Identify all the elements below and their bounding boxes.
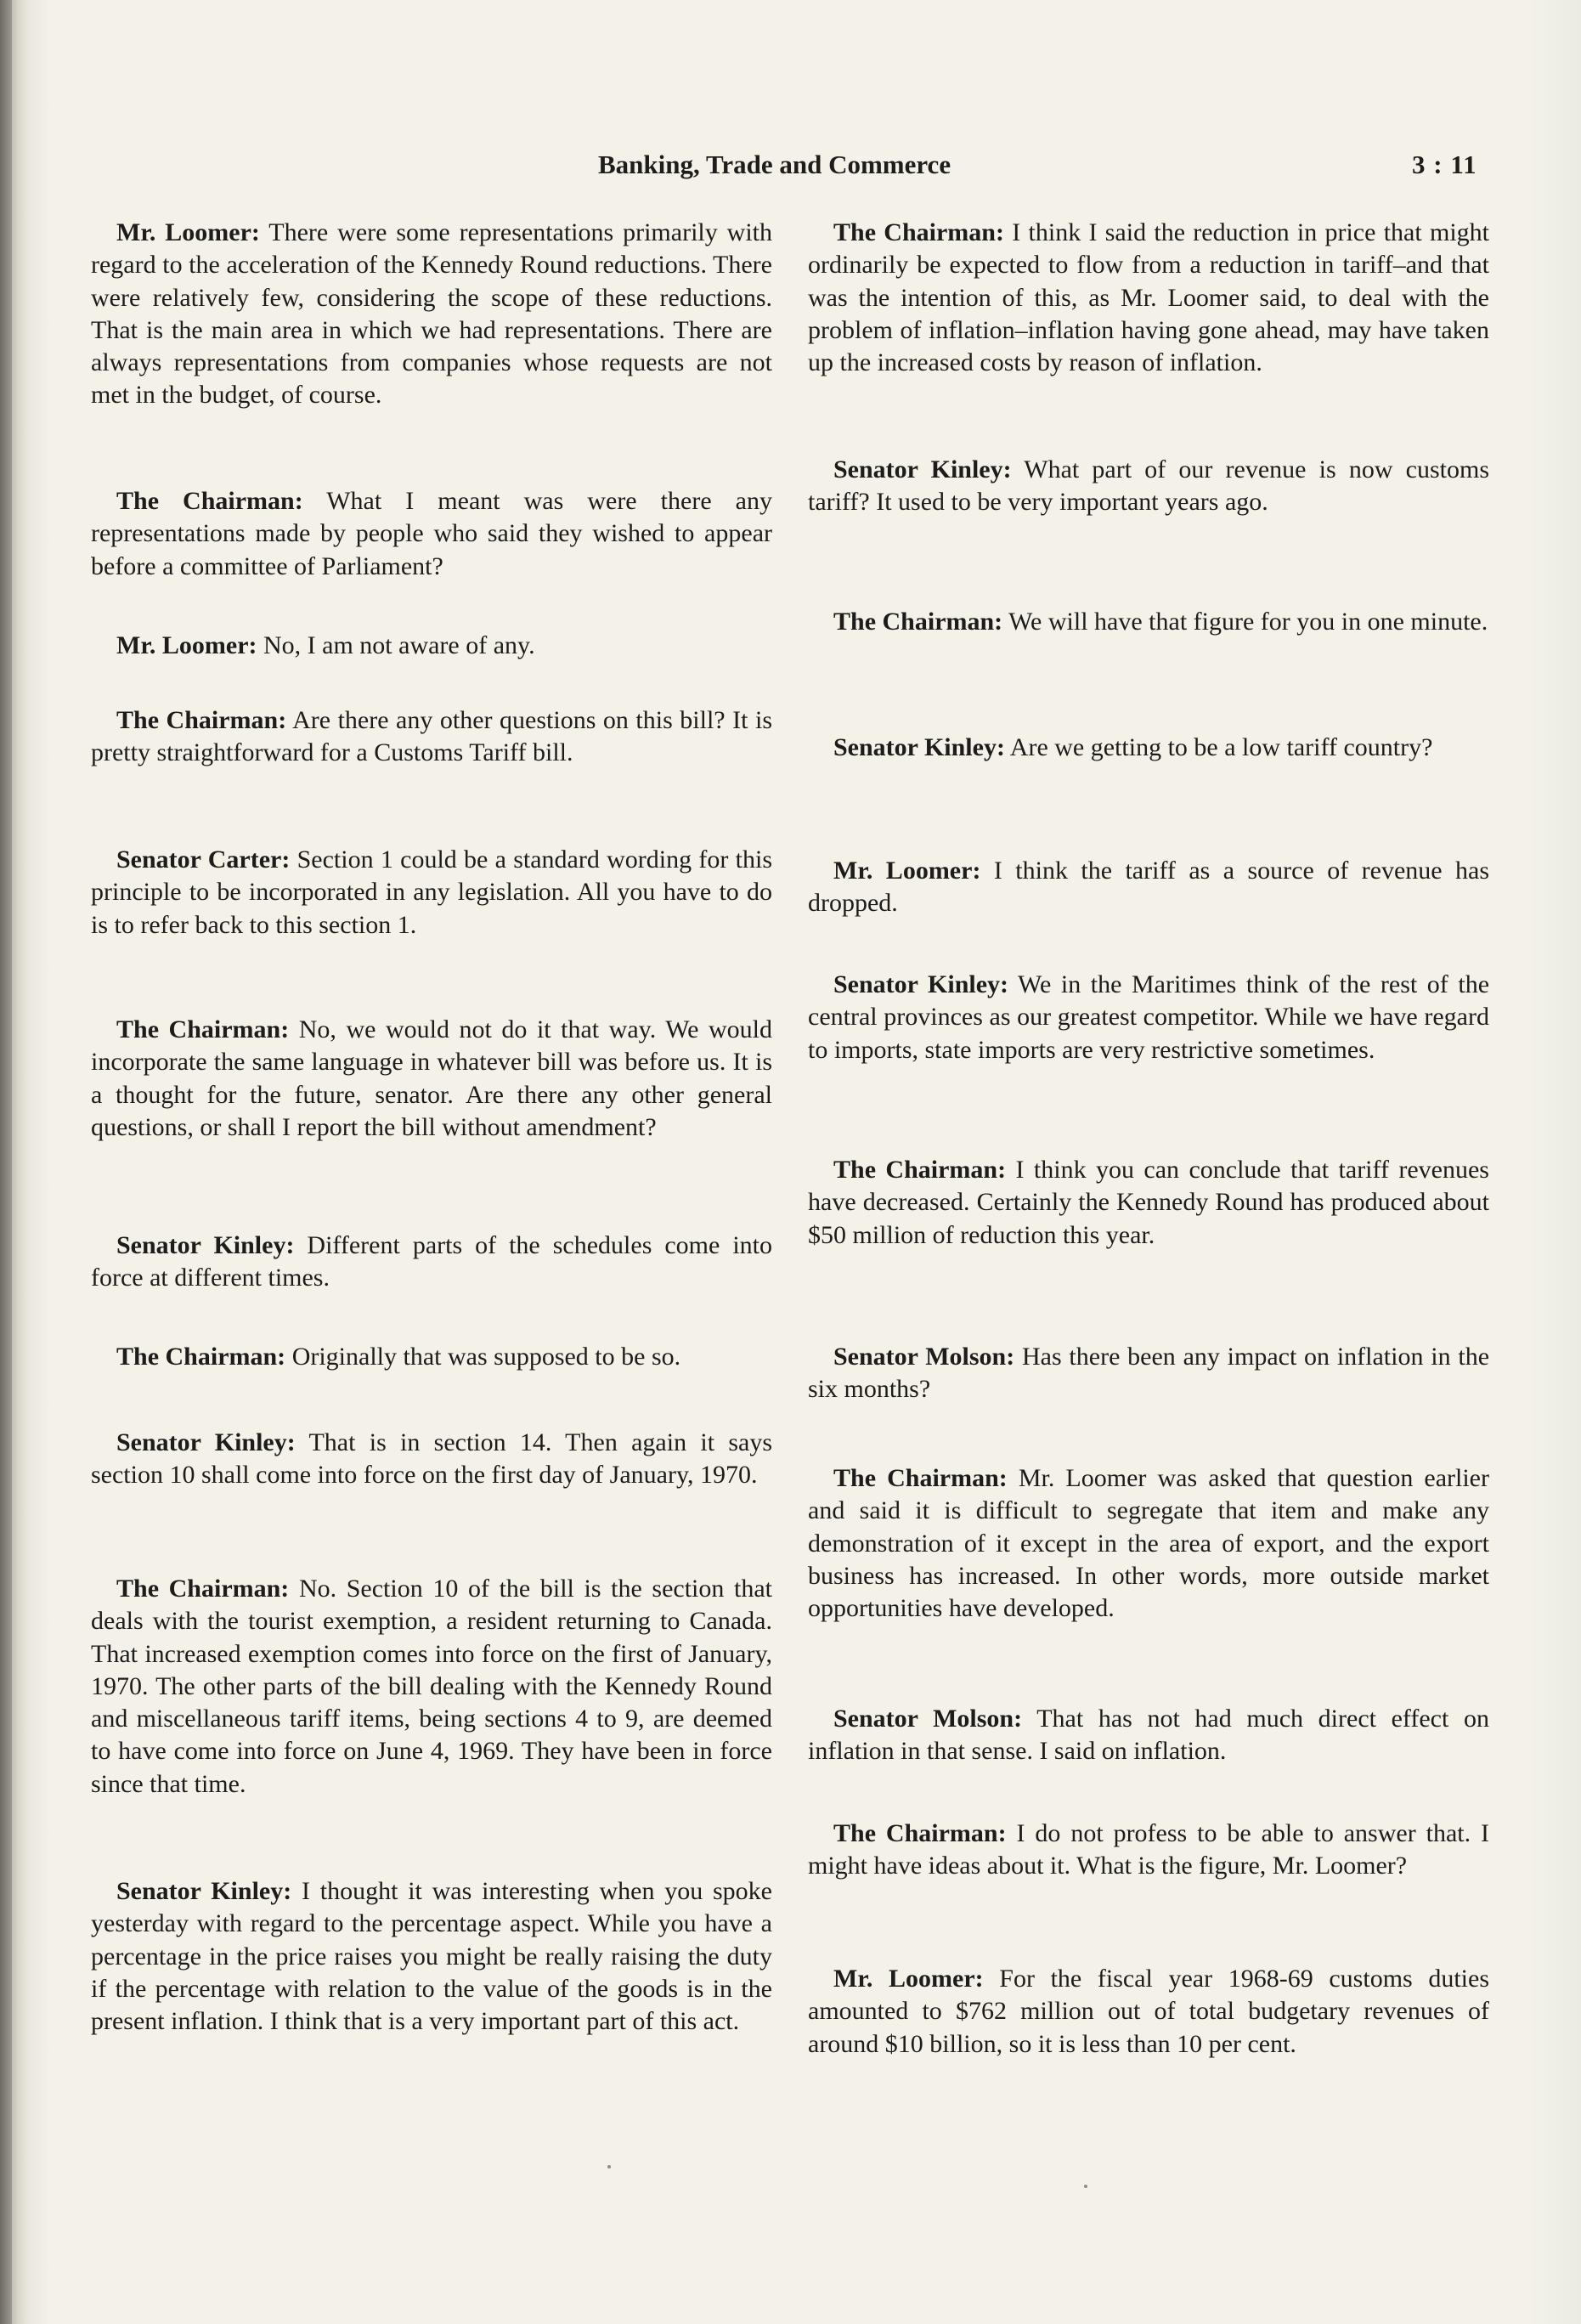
speaker-name: Senator Kinley: (833, 455, 1012, 483)
paragraph (808, 1818, 1489, 1883)
paragraph-text: I think you can conclude that tariff revenues have decreased. Certainly the Kennedy Round has produced about $50 million of reduction this year. (808, 1156, 1489, 1249)
paragraph-text: No, we would not do it that way. We would incorporate the same language in whatever bill was before us. It is a thought for the future, senator. Are there any other general questions, or shall I report the bill without amendment? (91, 1015, 772, 1141)
paragraph (808, 217, 1489, 379)
paragraph-text: No, I am not aware of any. (257, 631, 535, 659)
paragraph (808, 1703, 1489, 1768)
header-page-number: 3 : 11 (1412, 150, 1477, 179)
paragraph (91, 485, 772, 583)
speaker-name: Mr. Loomer: (116, 218, 260, 246)
speaker-name: Senator Kinley: (116, 1877, 292, 1905)
paragraph (91, 1427, 772, 1492)
paragraph (808, 855, 1489, 920)
paragraph (91, 217, 772, 412)
paragraph (808, 969, 1489, 1066)
speaker-name: Mr. Loomer: (833, 857, 981, 885)
paragraph (91, 704, 772, 770)
paragraph (91, 844, 772, 941)
speaker-name: The Chairman: (116, 1015, 290, 1043)
speaker-name: The Chairman: (833, 218, 1004, 246)
paragraph (808, 606, 1489, 638)
paragraph (808, 1963, 1489, 2061)
speaker-name: The Chairman: (116, 487, 303, 515)
speaker-name: The Chairman: (833, 608, 1003, 636)
speaker-name: The Chairman: (116, 706, 287, 734)
paragraph-text: I think the tariff as a source of revenue has dropped. (808, 857, 1489, 918)
paragraph-text: We in the Maritimes think of the rest of the central provinces as our greatest competitor. While we have regard to imports, state imports are very restrictive sometimes. (808, 970, 1490, 1064)
paragraph-text: There were some representations primarily with regard to the acceleration of the Kennedy Round reductions. There were relatively few, considering the scope of these reductions. That is the main area in which we had representations. There are always representations from companies whose requests are not met in the budget, of course. (91, 218, 772, 410)
paragraph-text: Section 1 could be a standard wording for this principle to be incorporated in any legislation. All you have to do is to refer back to this section 1. (91, 845, 773, 939)
speaker-name: The Chairman: (833, 1156, 1007, 1184)
paragraph (808, 732, 1489, 764)
paragraph-text: I think I said the reduction in price that might ordinarily be expected to flow from a reduction in tariff–and that was the intention of this, as Mr. Loomer said, to deal with the problem of inflation–inflation having gone ahead, may have taken up the increased costs by reason of inflation. (808, 218, 1489, 377)
speaker-name: Senator Kinley: (116, 1428, 296, 1456)
paragraph-text: That has not had much direct effect on inflation in that sense. I said on inflation. (808, 1705, 1489, 1766)
paragraph-text: Originally that was supposed to be so. (285, 1343, 681, 1371)
paragraph-text: Are there any other questions on this bill? It is pretty straightforward for a Customs Tariff bill. (91, 706, 772, 767)
running-header (0, 146, 1581, 189)
speaker-name: The Chairman: (833, 1464, 1008, 1492)
header-title: Banking, Trade and Commerce (598, 150, 951, 179)
paragraph (91, 1230, 772, 1295)
speaker-name: Senator Carter: (116, 845, 291, 874)
paragraph (91, 1014, 772, 1144)
speaker-name: The Chairman: (833, 1819, 1007, 1847)
paragraph-text: Are we getting to be a low tariff country? (1004, 733, 1433, 761)
paragraph-text: What part of our revenue is now customs tariff? It used to be very important years ago. (808, 455, 1489, 517)
paragraph-text: Mr. Loomer was asked that question earlier and said it is difficult to segregate that item and make any demonstration of it except in the area of export, and the export business has increased. In other words, more outside market opportunities have developed. (808, 1464, 1489, 1623)
paragraph-text: I do not profess to be able to answer that. I might have ideas about it. What is the figure, Mr. Loomer? (808, 1819, 1489, 1880)
paper-speck (607, 2165, 611, 2169)
paragraph (91, 630, 772, 662)
paragraph (808, 454, 1489, 519)
paragraph-text: Different parts of the schedules come into force at different times. (91, 1231, 772, 1292)
speaker-name: Senator Kinley: (833, 733, 1005, 761)
paragraph-text: That is in section 14. Then again it says section 10 shall come into force on the first day of January, 1970. (91, 1428, 772, 1490)
speaker-name: Mr. Loomer: (116, 631, 257, 659)
paragraph-text: We will have that figure for you in one minute. (1002, 608, 1488, 636)
page-binding-edge (0, 0, 12, 2324)
paragraph-text: What I meant was were there any representations made by people who said they wished to appear before a committee of Parliament? (91, 487, 772, 580)
paragraph-text: Has there been any impact on inflation in the six months? (808, 1343, 1490, 1404)
paragraph (808, 1462, 1489, 1625)
paragraph-text: I thought it was interesting when you spoke yesterday with regard to the percentage aspect. While you have a percentage in the price raises you might be really raising the duty if the percentage with relation to the value of the goods is in the present inflation. I think that is a very important part of this act. (91, 1877, 772, 2036)
speaker-name: Senator Molson: (833, 1705, 1023, 1733)
paragraph-text: No. Section 10 of the bill is the section that deals with the tourist exemption, a resident returning to Canada. That increased exemption comes into force on the first of January, 1970. The other parts of the bill dealing with the Kennedy Round and miscellaneous tariff items, being sections 4 to 9, are deemed to have come into force on June 4, 1969. They have been in force since that time. (91, 1575, 772, 1798)
speaker-name: Mr. Loomer: (833, 1965, 984, 1993)
paper-speck (1084, 2185, 1087, 2188)
paragraph (91, 1341, 772, 1373)
paragraph-text: For the fiscal year 1968-69 customs duties amounted to $762 million out of total budgetary revenues of around $10 billion, so it is less than 10 per cent. (808, 1965, 1489, 2058)
paragraph (91, 1573, 772, 1801)
speaker-name: The Chairman: (116, 1343, 286, 1371)
speaker-name: The Chairman: (116, 1575, 290, 1603)
paragraph (808, 1154, 1489, 1252)
paragraph (91, 1875, 772, 2038)
paragraph (808, 1341, 1489, 1406)
speaker-name: Senator Kinley: (116, 1231, 295, 1259)
speaker-name: Senator Kinley: (833, 970, 1009, 998)
speaker-name: Senator Molson: (833, 1343, 1015, 1371)
